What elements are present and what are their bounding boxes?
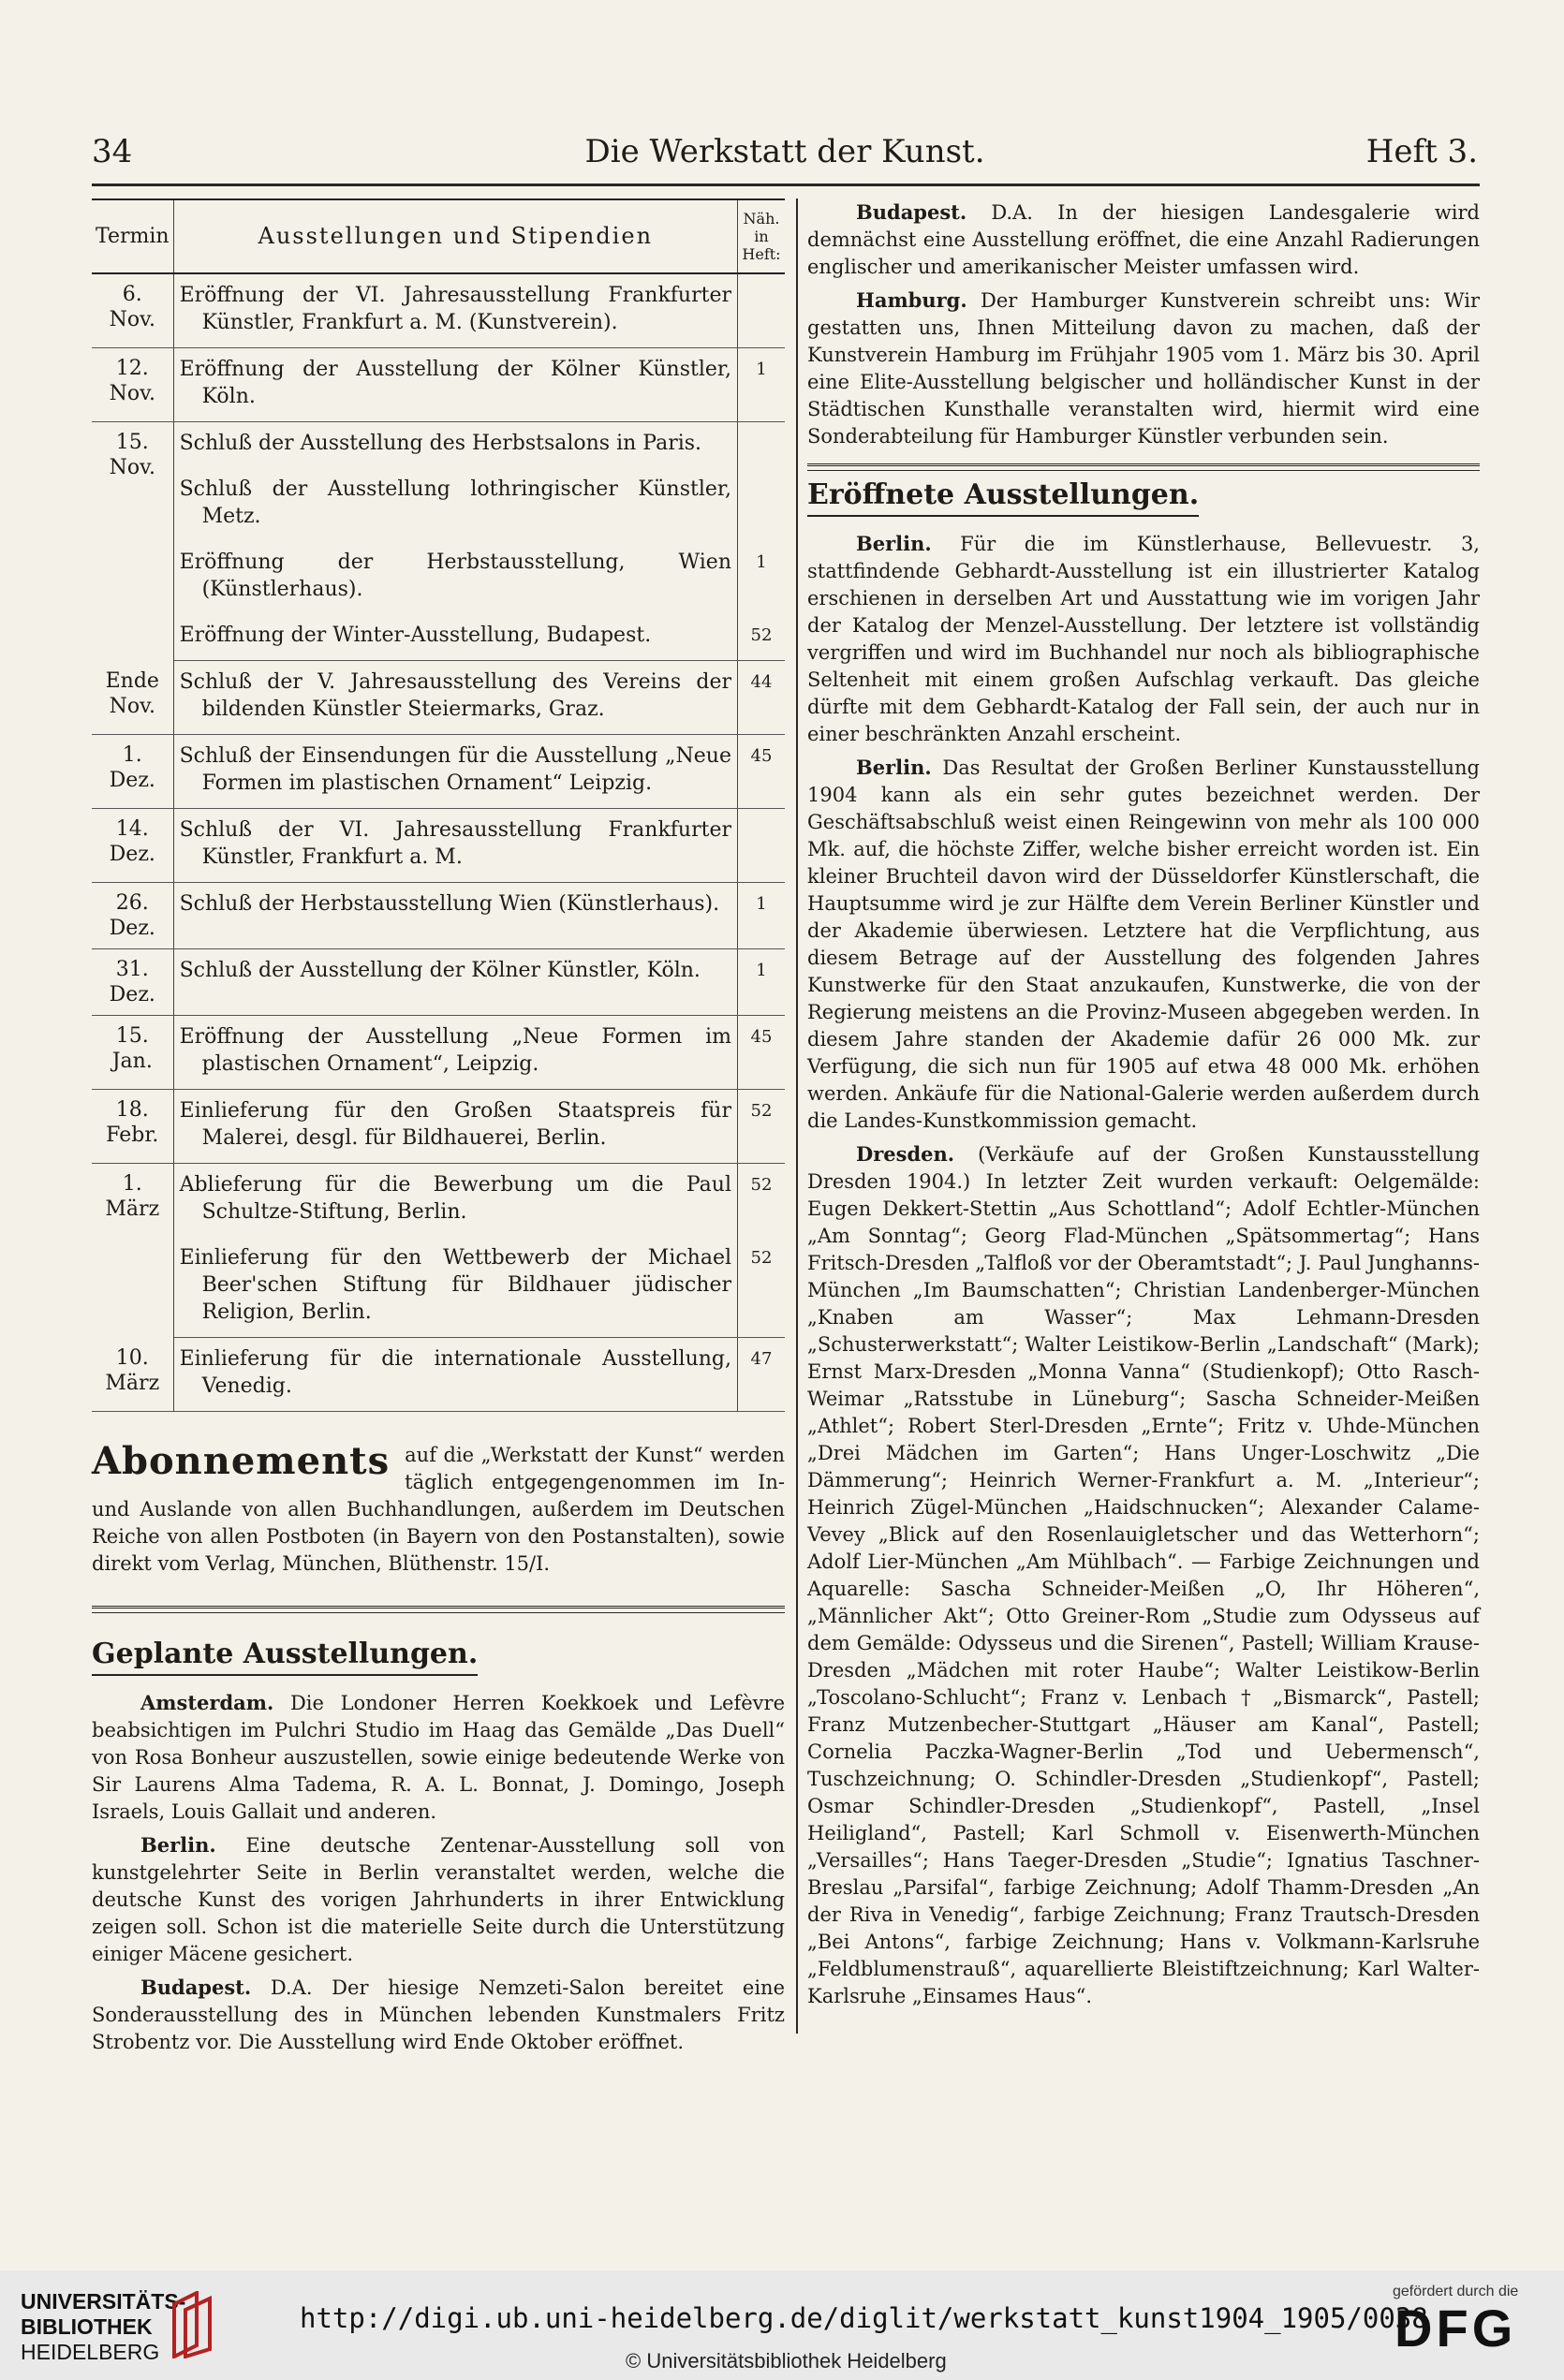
schedule-entry-text: Schluß der Einsendungen für die Ausstellung „Neue Formen im plastischen Ornament“ Leipzig. [179, 744, 731, 795]
col-header-termin: Termin [92, 199, 173, 273]
schedule-entry [173, 348, 737, 422]
schedule-row [92, 1164, 785, 1238]
schedule-heft-ref: 52 [738, 614, 786, 661]
library-logo-icon [169, 2291, 215, 2358]
news-paragraph [807, 1140, 1480, 2010]
schedule-row [92, 1016, 785, 1090]
geplante-section [92, 1689, 785, 2056]
paragraph-text: D.A. In der hiesigen Landesgalerie wird demnächst eine Ausstellung eröffnet, die eine Anzahl Radierungen englischer und amerikanischer Meister umfassen wird. [807, 201, 1480, 278]
schedule-header-row [92, 199, 785, 273]
schedule-date: 26. Dez. [92, 883, 173, 949]
schedule-date: 15. Jan. [92, 1016, 173, 1090]
schedule-date: 12. Nov. [92, 348, 173, 422]
schedule-entry-text: Eröffnung der Ausstellung „Neue Formen im plastischen Ornament“, Leipzig. [179, 1025, 731, 1076]
schedule-heft-ref: 1 [738, 883, 786, 949]
schedule-entry-text: Schluß der Herbstausstellung Wien (Künstlerhaus). [179, 892, 720, 916]
place-name: Berlin. [856, 532, 932, 555]
schedule-heft-ref: 47 [738, 1338, 786, 1412]
eroeffnete-heading: Eröffnete Ausstellungen. [807, 478, 1480, 511]
schedule-heft-ref: 44 [738, 661, 786, 735]
schedule-entry [173, 468, 737, 541]
place-name: Berlin. [856, 756, 932, 779]
schedule-entry-text: Schluß der V. Jahresausstellung des Vereins der bildenden Künstler Steiermarks, Graz. [179, 670, 731, 721]
schedule-entry-text: Eröffnung der Ausstellung der Kölner Künstler, Köln. [179, 358, 731, 408]
schedule-entry [173, 735, 737, 809]
schedule-entry [173, 541, 737, 614]
schedule-entry [173, 422, 737, 469]
place-name: Dresden. [856, 1142, 955, 1166]
section-divider [92, 1606, 785, 1613]
schedule-entry-text: Eröffnung der Winter-Ausstellung, Budapest. [179, 624, 652, 647]
schedule-heft-ref: 1 [738, 348, 786, 422]
paragraph-text: (Verkäufe auf der Großen Kunstausstellung Dresden 1904.) In letzter Zeit wurden verkauft: Oelgemälde: Eugen Dekkert-Stettin „Aus Schottland“; Adolf Echtler-München „Am Sonntag“; Georg Flad-München „Spätsommertag“; Hans Fritsch-Dresden „Talfloß vor der Oberamtstadt“; J. Paul Junghanns-München „Im Baumschatten“; Christian Landenberger-München „Knaben am Wasser“; Max Lehmann-Dresden „Schusterwerkstatt“; Walter Leistikow-Berlin „Landschaft“ (Mark); Ernst Marx-Dresden „Monna Vanna“ (Studienkopf); Otto Rasch-Weimar „Ratsstube in Lüneburg“; Sascha Schneider-Meißen „Athlet“; Robert Sterl-Dresden „Ernte“; Fritz v. Uhde-München „Drei Mädchen im Garten“; Hans Unger-Loschwitz „Die Dämmerung“; Heinrich Werner-Frankfurt a. M. „Interieur“; Heinrich Zügel-München „Haidschnucken“; Alexander Calame-Vevey „Blick auf den Rosenlauigletscher und das Wetterhorn“; Adolf Lier-München „Am Mühlbach“. — Farbige Zeichnungen und Aquarelle: Sascha Schneider-Meißen „O, Ihr Höheren“, „Männlicher Akt“; Otto Greiner-Rom „Studie zum Odysseus auf dem Gemälde: Odysseus und die Sirenen“, Pastell; William Krause-Dresden „Mädchen mit roter Haube“; Walter Leistikow-Berlin „Toscolano-Schlucht“; Franz v. Lenbach † „Bismarck“, Pastell; Franz Mutzenbecher-Stuttgart „Häuser am Kanal“, Pastell; Cornelia Paczka-Wagner-Berlin „Tod und Uebermensch“, Tuschzeichnung; O. Schindler-Dresden „Studienkopf“, Pastell; Osmar Schindler-Dresden „Studienkopf“, Pastell, „Insel Heiligland“, Pastell; Karl Schmoll v. Eisenwerth-München „Versailles“; Hans Taeger-Dresden „Studie“; Ignatius Taschner-Breslau „Parsifal“, farbige Zeichnung; Adolf Thamm-Dresden „An der Riva in Venedig“, farbige Zeichnung; Franz Trautsch-Dresden „Bei Antons“, farbige Zeichnung; Hans v. Volkmann-Karlsruhe „Feldblumenstrauß“, aquarellierte Bleistiftzeichnung; Karl Walter-Karlsruhe „Einsames Haus“. [807, 1143, 1480, 2007]
header-rule [92, 184, 1480, 186]
schedule-date: 15. Nov. [92, 422, 173, 661]
schedule-heft-ref: 1 [738, 541, 786, 614]
schedule-entry [173, 1016, 737, 1090]
journal-title: Die Werkstatt der Kunst. [584, 133, 985, 170]
schedule-heft-ref: 52 [738, 1090, 786, 1164]
schedule-entry-text: Einlieferung für den Großen Staatspreis für Malerei, desgl. für Bildhauerei, Berlin. [179, 1099, 731, 1150]
schedule-entry-text: Eröffnung der VI. Jahresausstellung Frankfurter Künstler, Frankfurt a. M. (Kunstverein). [179, 284, 731, 334]
schedule-entry [173, 949, 737, 1016]
news-paragraph [92, 1974, 785, 2056]
schedule-entry [173, 273, 737, 348]
geplante-heading: Geplante Ausstellungen. [92, 1638, 785, 1670]
news-paragraph [807, 754, 1480, 1135]
news-paragraph [92, 1831, 785, 1968]
place-name: Hamburg. [856, 288, 967, 312]
col-header-heft: Näh. in Heft: [738, 199, 786, 273]
schedule-date: 18. Febr. [92, 1090, 173, 1164]
schedule-row [92, 541, 785, 614]
schedule-entry-text: Einlieferung für den Wettbewerb der Michael Beer'schen Stiftung für Bildhauer jüdischer Religion, Berlin. [179, 1246, 731, 1324]
schedule-table [92, 198, 785, 1412]
place-name: Amsterdam. [140, 1691, 274, 1714]
schedule-heft-ref: 52 [738, 1164, 786, 1238]
schedule-row [92, 614, 785, 661]
paragraph-text: Der Hamburger Kunstverein schreibt uns: Wir gestatten uns, Ihnen Mitteilung davon zu machen, daß der Kunstverein Hamburg im Frühjahr 1905 vom 1. März bis 30. April eine Elite-Ausstellung belgischer und holländischer Kunst in der Städtischen Kunsthalle veranstalten wird, hiermit wird eine Sonderabteilung für Hamburger Künstler verbunden sein. [807, 289, 1480, 448]
abonnements-text: auf die „Werkstatt der Kunst“ werden täglich entgegengenommen im In- und Auslande von allen Buchhandlungen, außerdem im Deutschen Reiche von allen Postboten (in Bayern von den Postanstalten), sowie direkt vom Verlag, München, Blüthenstr. 15/I. [92, 1444, 785, 1575]
schedule-date: Ende Nov. [92, 661, 173, 735]
schedule-row [92, 1090, 785, 1164]
schedule-heft-ref [738, 422, 786, 469]
schedule-entry [173, 614, 737, 661]
copyright-notice: © Universitätsbibliothek Heidelberg [626, 2349, 947, 2373]
schedule-entry [173, 1237, 737, 1338]
issue-number: Heft 3. [1365, 133, 1478, 170]
schedule-entry-text: Schluß der Ausstellung der Kölner Künstler, Köln. [179, 959, 701, 982]
schedule-heft-ref [738, 468, 786, 541]
schedule-entry [173, 1338, 737, 1412]
place-name: Budapest. [856, 200, 967, 224]
schedule-row [92, 348, 785, 422]
library-name: UNIVERSITÄTS- BIBLIOTHEK HEIDELBERG [21, 2289, 186, 2364]
section-divider [807, 463, 1480, 471]
schedule-row [92, 949, 785, 1016]
paragraph-text: Eine deutsche Zentenar-Ausstellung soll von kunstgelehrter Seite in Berlin veranstaltet werden, welche die deutsche Kunst des vorigen Jahrhunderts in ihrer Entwicklung zeigen soll. Schon ist die materielle Seite durch die Unterstützung einiger Mäcene gesichert. [92, 1834, 785, 1965]
schedule-entry [173, 809, 737, 883]
place-name: Berlin. [140, 1833, 216, 1857]
schedule-heft-ref: 52 [738, 1237, 786, 1338]
schedule-entry-text: Eröffnung der Herbstausstellung, Wien (Künstlerhaus). [179, 551, 731, 601]
eroeffnete-section [807, 530, 1480, 2010]
schedule-heft-ref: 45 [738, 735, 786, 809]
paragraph-text: Das Resultat der Großen Berliner Kunstausstellung 1904 kann als ein sehr gutes bezeichnet werden. Der Geschäftsabschluß weist einen Reingewinn von mehr als 100 000 Mk. auf, die höchste Ziffer, welche bisher erreicht worden ist. Ein kleiner Bruchteil davon wird der Düsseldorfer Künstlerschaft, die Hauptsumme wird je zur Hälfte dem Verein Berliner Künstler und der Akademie überwiesen. Letztere hat die Verpflichtung, aus diesem Betrage auf der Ausstellung des folgenden Jahres Kunstwerke für den Staat anzukaufen, Kunstwerke, die von der Regierung meistens an die Provinz-Museen abgegeben werden. In diesem Jahre standen der Akademie dafür 26 000 Mk. zur Verfügung, die sich nun für 1905 auf etwa 48 000 Mk. erhöhen werden. Ankäufe für die National-Galerie werden außerdem durch die Landes-Kunstkommission gemacht. [807, 757, 1480, 1132]
dfg-logo: gefördert durch die DFG [1393, 2284, 1519, 2358]
schedule-date: 1. Dez. [92, 735, 173, 809]
schedule-row [92, 661, 785, 735]
schedule-date: 14. Dez. [92, 809, 173, 883]
schedule-heft-ref: 45 [738, 1016, 786, 1090]
page-number: 34 [92, 133, 133, 170]
permalink-url[interactable]: http://digi.ub.uni-heidelberg.de/diglit/werkstatt_kunst1904_1905/0038 [300, 2302, 1428, 2334]
schedule-heft-ref [738, 809, 786, 883]
schedule-row [92, 735, 785, 809]
schedule-entry [173, 883, 737, 949]
left-column [92, 198, 785, 2062]
schedule-row [92, 809, 785, 883]
paragraph-text: D.A. Der hiesige Nemzeti-Salon bereitet eine Sonderausstellung des in München lebenden Kunstmalers Fritz Strobentz vor. Die Ausstellung wird Ende Oktober eröffnet. [92, 1976, 785, 2053]
paragraph-text: Die Londoner Herren Koekkoek und Lefèvre beabsichtigen im Pulchri Studio im Haag das Gemälde „Das Duell“ von Rosa Bonheur auszustellen, sowie einige bedeutende Werke von Sir Laurens Alma Tadema, R. A. L. Bonnat, J. Domingo, Joseph Israels, Louis Gallait und anderen. [92, 1692, 785, 1823]
geplante-continued [807, 198, 1480, 450]
schedule-date: 6. Nov. [92, 273, 173, 348]
schedule-row [92, 273, 785, 348]
paragraph-text: Für die im Künstlerhause, Bellevuestr. 3, stattfindende Gebhardt-Ausstellung ist ein illustrierter Katalog erschienen in derselben Art und Ausstattung wie im vorigen Jahr der Katalog der Menzel-Ausstellung. Der letztere ist vollständig vergriffen und wird im Buchhandel nur noch als bibliographische Seltenheit mit einem großen Aufschlag verkauft. Das gleiche dürfte mit dem Gebhardt-Katalog der Fall sein, der auch nur in einer beschränkten Anzahl erscheint. [807, 533, 1480, 745]
schedule-body [92, 273, 785, 1412]
schedule-heft-ref: 1 [738, 949, 786, 1016]
place-name: Budapest. [140, 1976, 252, 1999]
schedule-row [92, 468, 785, 541]
schedule-row [92, 1338, 785, 1412]
news-paragraph [807, 530, 1480, 748]
schedule-entry [173, 1090, 737, 1164]
schedule-entry-text: Schluß der Ausstellung des Herbstsalons in Paris. [179, 432, 702, 455]
news-paragraph [92, 1689, 785, 1826]
schedule-heft-ref [738, 273, 786, 348]
abonnements-heading: Abonnements [92, 1439, 391, 1483]
col-header-title: Ausstellungen und Stipendien [173, 199, 737, 273]
schedule-date: 31. Dez. [92, 949, 173, 1016]
schedule-date: 1. März [92, 1164, 173, 1338]
right-column [807, 198, 1480, 2016]
schedule-entry-text: Einlieferung für die internationale Ausstellung, Venedig. [179, 1347, 731, 1398]
schedule-row [92, 883, 785, 949]
schedule-entry-text: Ablieferung für die Bewerbung um die Paul Schultze-Stiftung, Berlin. [179, 1173, 731, 1224]
schedule-entry-text: Schluß der VI. Jahresausstellung Frankfurter Künstler, Frankfurt a. M. [179, 818, 731, 869]
news-paragraph [807, 286, 1480, 450]
column-divider [796, 198, 798, 2034]
digitization-footer [0, 2270, 1564, 2380]
schedule-row [92, 1237, 785, 1338]
schedule-date: 10. März [92, 1338, 173, 1412]
running-header [92, 133, 1478, 180]
news-paragraph [807, 198, 1480, 281]
schedule-entry [173, 661, 737, 735]
schedule-entry-text: Schluß der Ausstellung lothringischer Künstler, Metz. [179, 477, 731, 528]
schedule-row [92, 422, 785, 469]
schedule-entry [173, 1164, 737, 1238]
abonnements-notice [92, 1439, 785, 1578]
